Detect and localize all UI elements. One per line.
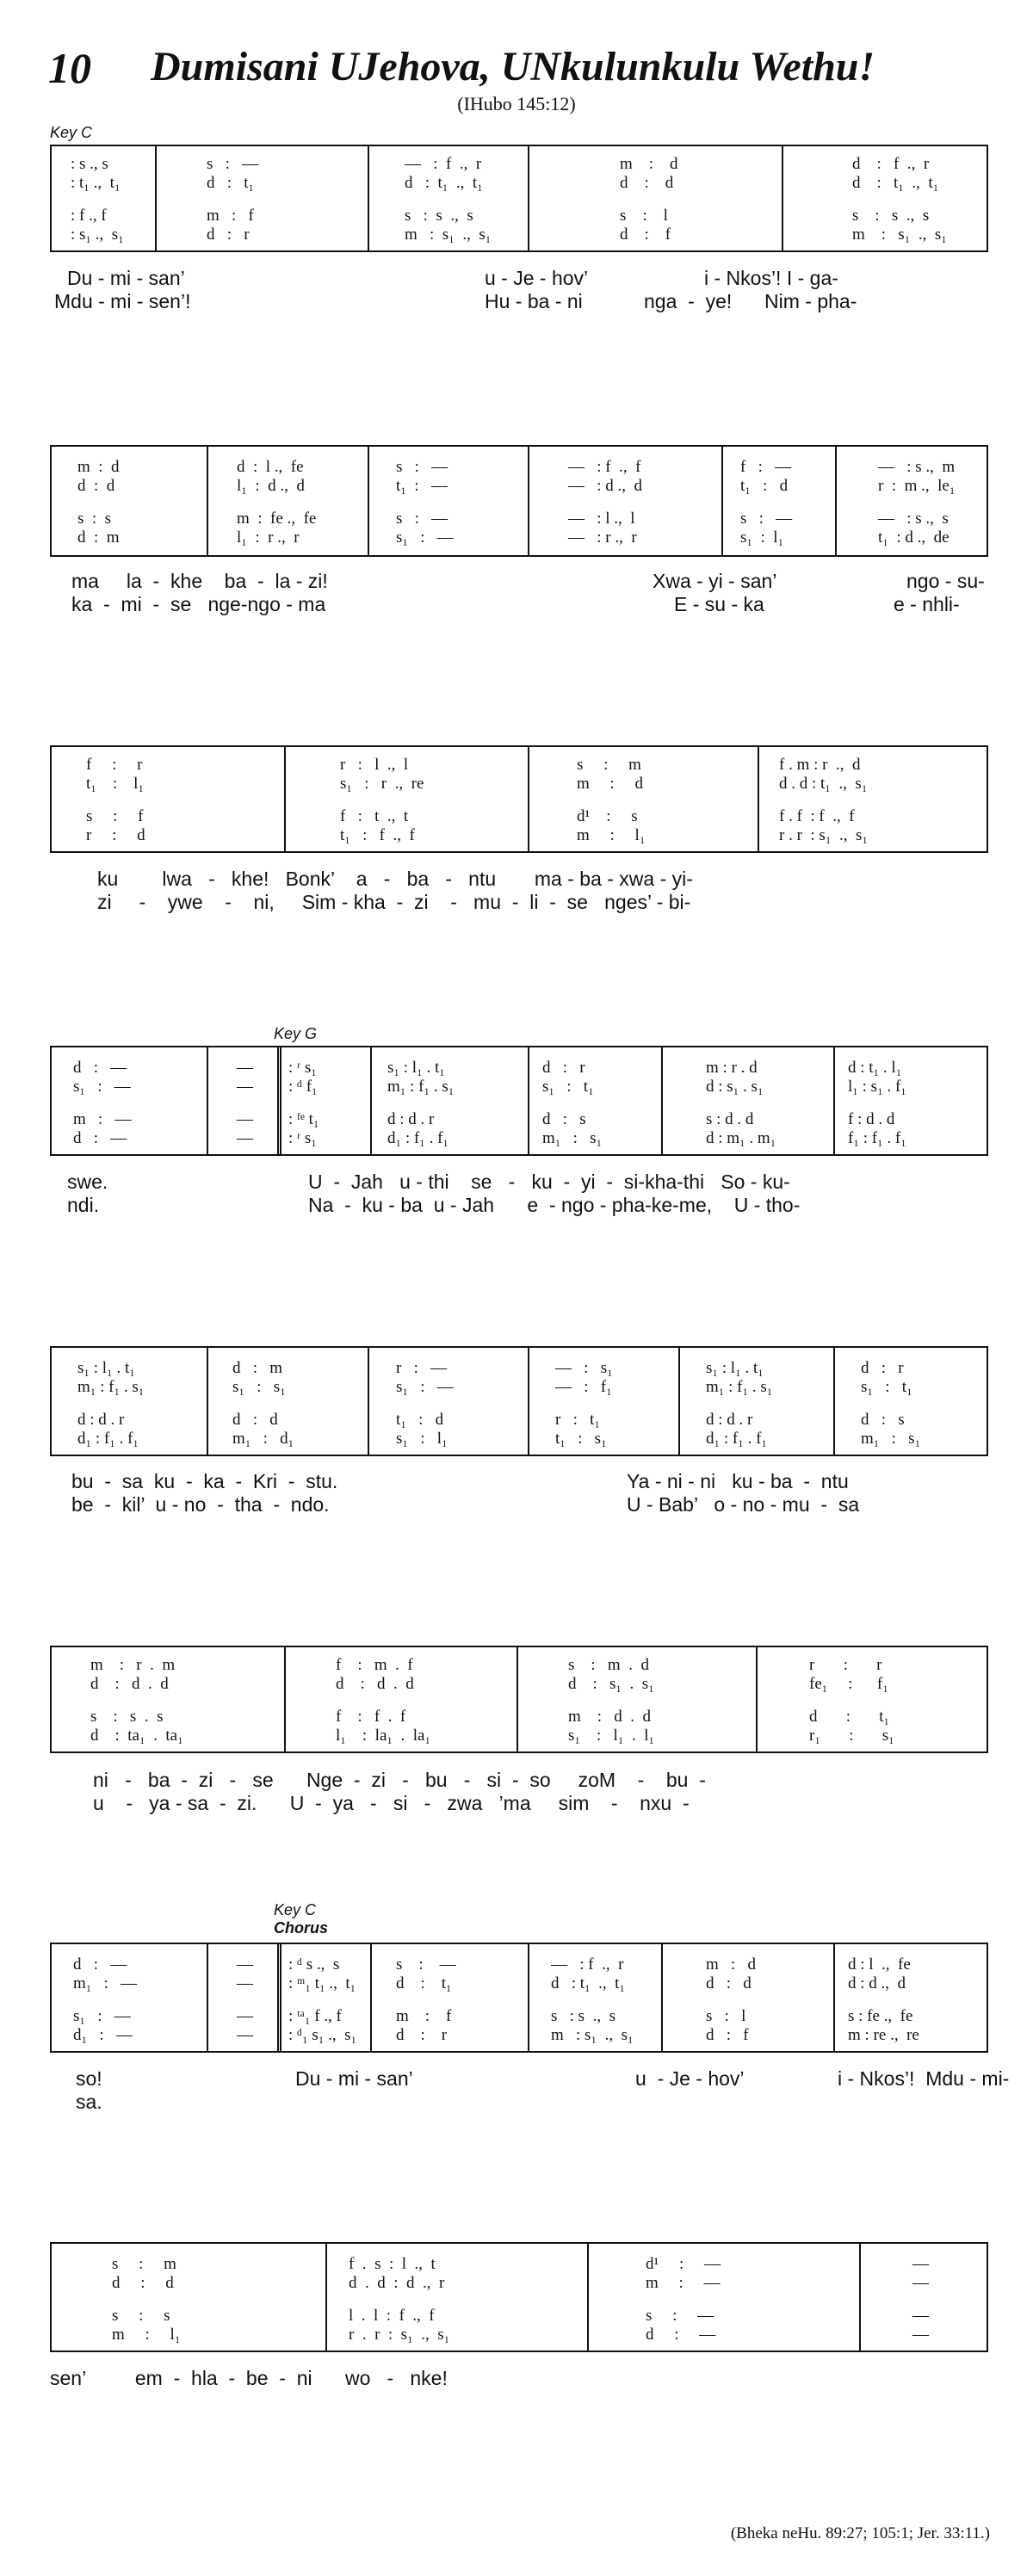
solfa-notes: — xyxy=(237,1110,253,1128)
solfa-notes: — : f₁ xyxy=(555,1378,612,1396)
solfa-notes: fe₁ : f₁ xyxy=(809,1675,888,1693)
music-system xyxy=(50,1346,988,1456)
solfa-notes: — : d ., d xyxy=(568,477,643,495)
solfa-notes: s₁ : l₁ xyxy=(396,1430,448,1448)
solfa-notes: — xyxy=(912,2326,929,2344)
solfa-notes: m₁ : — xyxy=(73,1974,138,1992)
music-system xyxy=(50,1646,988,1753)
lyric-text: ni - ba - zi - se Nge - zi - bu - si - so zoM - bu - xyxy=(93,1769,706,1791)
solfa-notes: r : t₁ xyxy=(555,1411,601,1429)
lyric-text: U - Bab’ o - no - mu - sa xyxy=(627,1493,860,1516)
solfa-notes: s : — xyxy=(396,510,448,528)
barline xyxy=(207,1944,208,2051)
barline xyxy=(370,1047,372,1154)
solfa-notes: s₁ : t₁ xyxy=(861,1378,912,1396)
barline xyxy=(587,2244,589,2351)
solfa-notes: m : d xyxy=(577,775,644,793)
solfa-notes: m : s₁ ., s₁ xyxy=(405,225,492,244)
solfa-notes: r : l ., l xyxy=(340,756,409,774)
lyric-text: E - su - ka xyxy=(674,593,764,615)
barline xyxy=(859,2244,861,2351)
lyric-text: Ya - ni - ni ku - ba - ntu xyxy=(627,1470,849,1492)
solfa-notes: s₁ : l₁ . t₁ xyxy=(706,1359,764,1377)
solfa-notes: d : t₁ xyxy=(396,1974,452,1992)
barline xyxy=(782,146,783,250)
solfa-notes: — : l ., l xyxy=(568,510,635,528)
music-system xyxy=(50,2242,988,2352)
solfa-notes: — xyxy=(237,1129,253,1147)
solfa-notes: s : f xyxy=(86,807,144,825)
lyric-text: nga - ye! xyxy=(644,290,733,312)
solfa-notes: : ᵈ₁ s₁ ., s₁ xyxy=(288,2026,357,2044)
barline xyxy=(207,447,208,555)
solfa-notes: d : d . r xyxy=(706,1411,753,1429)
solfa-notes: r . r : s₁ ., s₁ xyxy=(779,826,868,844)
solfa-notes: s : l xyxy=(706,2007,746,2025)
solfa-notes: s : s xyxy=(77,510,112,528)
solfa-notes: : ᵈ s ., s xyxy=(288,1955,340,1974)
lyric-text: ndi. xyxy=(67,1194,100,1216)
solfa-notes: t₁ : d ., de xyxy=(878,528,949,547)
solfa-notes: d . d : t₁ ., s₁ xyxy=(779,775,868,793)
solfa-notes: d : s xyxy=(861,1411,905,1429)
barline xyxy=(368,146,369,250)
solfa-notes: d : d xyxy=(232,1411,278,1429)
lyric-text: u - Je - hov’ xyxy=(635,2067,745,2090)
solfa-notes: t₁ : s₁ xyxy=(555,1430,607,1448)
solfa-notes: m₁ : s₁ xyxy=(861,1430,921,1448)
lyric-text: U - Jah u - thi se - ku - yi - si-kha-thi So - ku- xyxy=(308,1171,790,1193)
solfa-notes: d : d . r xyxy=(77,1411,125,1429)
solfa-notes: d : d . d xyxy=(336,1675,414,1693)
solfa-notes: : ᵐ₁ t₁ ., t₁ xyxy=(288,1974,356,1992)
barline xyxy=(207,1047,208,1154)
barline xyxy=(368,447,369,555)
barline xyxy=(661,1944,663,2051)
solfa-notes: — xyxy=(237,1955,253,1974)
solfa-notes: d : m₁ . m₁ xyxy=(706,1129,776,1147)
solfa-notes: s₁ : l₁ xyxy=(740,528,784,547)
music-system xyxy=(50,745,988,853)
solfa-notes: d : d . d xyxy=(90,1675,169,1693)
lyric-text: sa. xyxy=(76,2091,102,2113)
solfa-notes: d . d : d ., r xyxy=(349,2274,445,2292)
solfa-notes: m : s₁ ., s₁ xyxy=(551,2026,634,2044)
solfa-notes: f : d . d xyxy=(848,1110,895,1128)
solfa-notes: s : — xyxy=(740,510,793,528)
barline xyxy=(368,1348,369,1455)
solfa-notes: d : d xyxy=(620,174,674,192)
solfa-notes: d : r xyxy=(396,2026,448,2044)
solfa-notes: d₁ : — xyxy=(73,2026,133,2044)
barline xyxy=(528,447,529,555)
solfa-notes: f : — xyxy=(740,458,792,476)
solfa-notes: : ᵈ f₁ xyxy=(288,1078,318,1096)
solfa-notes: d : r xyxy=(861,1359,904,1377)
solfa-notes: m : f xyxy=(207,207,254,225)
solfa-notes: d₁ : f₁ . f₁ xyxy=(387,1129,449,1147)
barline xyxy=(833,1348,835,1455)
solfa-notes: d : m xyxy=(232,1359,283,1377)
solfa-notes: m : — xyxy=(73,1110,132,1128)
solfa-notes: m : l₁ xyxy=(112,2326,181,2344)
solfa-notes: m : r . m xyxy=(90,1656,176,1674)
key-signature: Key C Chorus xyxy=(274,1901,328,1937)
double-barline xyxy=(277,1047,281,1154)
solfa-notes: d : s₁ . s₁ xyxy=(706,1078,764,1096)
solfa-notes: d : m xyxy=(77,528,120,547)
lyric-text: Mdu - mi - sen’! xyxy=(54,290,191,312)
song-title: Dumisani UJehova, UNkulunkulu Wethu! xyxy=(151,44,875,90)
solfa-notes: m₁ : s₁ xyxy=(542,1129,603,1147)
solfa-notes: d : — xyxy=(73,1955,127,1974)
solfa-notes: s : s ., s xyxy=(852,207,930,225)
solfa-notes: — : f ., r xyxy=(551,1955,624,1974)
solfa-notes: d : — xyxy=(646,2326,716,2344)
solfa-notes: d : t₁ . l₁ xyxy=(848,1059,902,1077)
solfa-notes: s : l xyxy=(620,207,668,225)
solfa-notes: : ᶠᵉ t₁ xyxy=(288,1110,319,1128)
barline xyxy=(284,747,286,851)
lyric-text: e - nhli- xyxy=(894,593,960,615)
key-signature: Key C xyxy=(50,124,93,141)
solfa-notes: : ᵗᵃ₁ f ., f xyxy=(288,2007,342,2025)
solfa-notes: s : m xyxy=(112,2255,176,2273)
solfa-notes: m : d xyxy=(620,155,678,173)
solfa-notes: m₁ : f₁ . s₁ xyxy=(706,1378,773,1396)
solfa-notes: t₁ : d xyxy=(740,477,789,495)
solfa-notes: m : l₁ xyxy=(577,826,646,844)
solfa-notes: — : f ., f xyxy=(568,458,641,476)
lyric-text: bu - sa ku - ka - Kri - stu. xyxy=(71,1470,338,1492)
solfa-notes: d : t₁ xyxy=(809,1708,890,1726)
solfa-notes: m : fe ., fe xyxy=(237,510,317,528)
barline xyxy=(528,747,529,851)
solfa-notes: — xyxy=(237,1078,253,1096)
solfa-notes: — xyxy=(237,1974,253,1992)
solfa-notes: r : r xyxy=(809,1656,882,1674)
scripture-reference: (IHubo 145:12) xyxy=(457,93,576,114)
solfa-notes: d : r xyxy=(542,1059,585,1077)
solfa-notes: r : d xyxy=(86,826,145,844)
solfa-notes: — : r ., r xyxy=(568,528,637,547)
barline xyxy=(528,1944,529,2051)
solfa-notes: d₁ : f₁ . f₁ xyxy=(77,1430,139,1448)
solfa-notes: — : s ., s xyxy=(878,510,949,528)
solfa-notes: : t₁ ., t₁ xyxy=(71,174,121,192)
solfa-notes: s : d . d xyxy=(706,1110,754,1128)
solfa-notes: m : d xyxy=(706,1955,757,1974)
solfa-notes: s : m xyxy=(577,756,641,774)
solfa-notes: — xyxy=(237,2026,253,2044)
solfa-notes: s : s ., s xyxy=(405,207,473,225)
solfa-notes: f . s : l ., t xyxy=(349,2255,436,2273)
solfa-notes: s₁ : — xyxy=(396,1378,454,1396)
lyric-text: so! xyxy=(76,2067,102,2090)
lyric-text: i - Nkos’! I - ga- xyxy=(704,267,838,289)
solfa-notes: r₁ : s₁ xyxy=(809,1727,894,1745)
solfa-notes: s : s . s xyxy=(90,1708,164,1726)
lyric-text: zi - ywe - ni, Sim - kha - zi - mu - li - se nges’ - bi- xyxy=(97,891,691,913)
solfa-notes: — xyxy=(912,2255,929,2273)
barline xyxy=(155,146,157,250)
solfa-notes: t₁ : l₁ xyxy=(86,775,145,793)
barline xyxy=(678,1348,680,1455)
barline xyxy=(661,1047,663,1154)
solfa-notes: : s₁ ., s₁ xyxy=(71,225,124,244)
solfa-notes: r . r : s₁ ., s₁ xyxy=(349,2326,450,2344)
solfa-notes: — xyxy=(912,2307,929,2325)
barline xyxy=(721,447,723,555)
solfa-notes: f . f : f ., f xyxy=(779,807,855,825)
barline xyxy=(756,1647,758,1751)
solfa-notes: m : r . d xyxy=(706,1059,758,1077)
solfa-notes: s₁ : — xyxy=(73,1078,131,1096)
solfa-notes: s₁ : — xyxy=(73,2007,131,2025)
solfa-notes: d : t₁ ., t₁ xyxy=(551,1974,626,1992)
barline xyxy=(833,1944,835,2051)
footnote-references: (Bheka neHu. 89:27; 105:1; Jer. 33:11.) xyxy=(730,2524,990,2542)
solfa-notes: : ʳ s₁ xyxy=(288,1129,317,1147)
solfa-notes: d : s₁ . s₁ xyxy=(568,1675,654,1693)
solfa-notes: s : fe ., fe xyxy=(848,2007,913,2025)
solfa-notes: d : l ., fe xyxy=(237,458,304,476)
music-system xyxy=(50,1943,988,2053)
solfa-notes: d : f xyxy=(706,2026,749,2044)
solfa-notes: d¹ : — xyxy=(646,2255,721,2273)
lyric-text: Nim - pha- xyxy=(764,290,857,312)
music-system xyxy=(50,445,988,557)
solfa-notes: r : — xyxy=(396,1359,448,1377)
barline xyxy=(528,146,529,250)
solfa-notes: — xyxy=(912,2274,929,2292)
solfa-notes: d : d xyxy=(706,1974,752,1992)
solfa-notes: s : — xyxy=(396,1955,456,1974)
barline xyxy=(516,1647,518,1751)
solfa-notes: — xyxy=(237,1059,253,1077)
barline xyxy=(528,1348,529,1455)
solfa-notes: m : — xyxy=(646,2274,721,2292)
solfa-notes: s₁ : l₁ . l₁ xyxy=(568,1727,655,1745)
lyric-text: u - ya - sa - zi. U - ya - si - zwa ’ma sim - nxu - xyxy=(93,1792,690,1814)
music-system xyxy=(50,1046,988,1156)
solfa-notes: s₁ : t₁ xyxy=(542,1078,594,1096)
solfa-notes: f : f . f xyxy=(336,1708,406,1726)
solfa-notes: l₁ : s₁ . f₁ xyxy=(848,1078,906,1096)
key-signature: Key G xyxy=(274,1025,318,1042)
solfa-notes: t₁ : — xyxy=(396,477,448,495)
solfa-notes: f : m . f xyxy=(336,1656,413,1674)
lyric-text: Du - mi - san’ xyxy=(67,267,185,289)
solfa-notes: m : d xyxy=(77,458,120,476)
solfa-notes: d : t₁ ., t₁ xyxy=(852,174,939,192)
solfa-notes: m : d . d xyxy=(568,1708,652,1726)
lyric-text: ma la - khe ba - la - zi! xyxy=(71,570,328,592)
solfa-notes: m : f xyxy=(396,2007,452,2025)
music-system xyxy=(50,145,988,252)
solfa-notes: d : t₁ ., t₁ xyxy=(405,174,483,192)
solfa-notes: m₁ : f₁ . s₁ xyxy=(77,1378,145,1396)
song-number: 10 xyxy=(48,44,91,92)
solfa-notes: : f ., f xyxy=(71,207,107,225)
solfa-notes: s₁ : r ., re xyxy=(340,775,424,793)
solfa-notes: d : f ., r xyxy=(852,155,930,173)
solfa-notes: s₁ : l₁ . t₁ xyxy=(77,1359,135,1377)
solfa-notes: s : s ., s xyxy=(551,2007,615,2025)
solfa-notes: s : m . d xyxy=(568,1656,649,1674)
solfa-notes: d : f xyxy=(620,225,671,244)
solfa-notes: l₁ : r ., r xyxy=(237,528,300,547)
solfa-notes: m : re ., re xyxy=(848,2026,919,2044)
section-label: Chorus xyxy=(274,1919,328,1937)
solfa-notes: : ʳ s₁ xyxy=(288,1059,317,1077)
lyric-text: ku lwa - khe! Bonk’ a - ba - ntu ma - ba - xwa - yi- xyxy=(97,868,693,890)
lyric-text: ka - mi - se nge-ngo - ma xyxy=(71,593,326,615)
barline xyxy=(370,1944,372,2051)
barline xyxy=(284,1647,286,1751)
solfa-notes: l . l : f ., f xyxy=(349,2307,435,2325)
solfa-notes: d : — xyxy=(73,1059,127,1077)
lyric-text: Hu - ba - ni xyxy=(485,290,583,312)
solfa-notes: m₁ : f₁ . s₁ xyxy=(387,1078,455,1096)
solfa-notes: s : — xyxy=(396,458,448,476)
solfa-notes: f : r xyxy=(86,756,143,774)
barline xyxy=(758,747,759,851)
solfa-notes: m : s₁ ., s₁ xyxy=(852,225,947,244)
solfa-notes: t₁ : f ., f xyxy=(340,826,415,844)
lyric-text: ngo - su- xyxy=(906,570,985,592)
lyric-text: sen’ em - hla - be - ni wo - nke! xyxy=(50,2367,448,2389)
solfa-notes: d : d ., d xyxy=(848,1974,906,1992)
lyric-text: u - Je - hov’ xyxy=(485,267,589,289)
lyric-text: Du - mi - san’ xyxy=(295,2067,413,2090)
solfa-notes: s : s xyxy=(112,2307,170,2325)
lyric-text: Xwa - yi - san’ xyxy=(653,570,777,592)
solfa-notes: t₁ : d xyxy=(396,1411,444,1429)
solfa-notes: d : t₁ xyxy=(207,174,255,192)
solfa-notes: — : f ., r xyxy=(405,155,482,173)
solfa-notes: l₁ : d ., d xyxy=(237,477,305,495)
barline xyxy=(207,1348,208,1455)
solfa-notes: d₁ : f₁ . f₁ xyxy=(706,1430,768,1448)
lyric-text: be - kil’ u - no - tha - ndo. xyxy=(71,1493,330,1516)
solfa-notes: s₁ : l₁ . t₁ xyxy=(387,1059,445,1077)
lyric-text: i - Nkos’! Mdu - mi- xyxy=(838,2067,1010,2090)
solfa-notes: d : r xyxy=(207,225,250,244)
solfa-notes: r : m ., le₁ xyxy=(878,477,956,495)
solfa-notes: f : t ., t xyxy=(340,807,409,825)
barline xyxy=(325,2244,327,2351)
solfa-notes: d : d xyxy=(112,2274,174,2292)
barline xyxy=(528,1047,529,1154)
solfa-notes: f₁ : f₁ . f₁ xyxy=(848,1129,906,1147)
solfa-notes: s : — xyxy=(646,2307,714,2325)
solfa-notes: s : — xyxy=(207,155,259,173)
solfa-notes: — xyxy=(237,2007,253,2025)
lyric-text: Na - ku - ba u - Jah e - ngo - pha-ke-me, U - tho- xyxy=(308,1194,801,1216)
solfa-notes: d : d xyxy=(77,477,115,495)
solfa-notes: d : d . r xyxy=(387,1110,435,1128)
solfa-notes: d¹ : s xyxy=(577,807,638,825)
solfa-notes: d : — xyxy=(73,1129,127,1147)
solfa-notes: d : s xyxy=(542,1110,586,1128)
solfa-notes: f . m : r ., d xyxy=(779,756,861,774)
barline xyxy=(833,1047,835,1154)
solfa-notes: l₁ : la₁ . la₁ xyxy=(336,1727,431,1745)
solfa-notes: s₁ : — xyxy=(396,528,454,547)
lyric-text: swe. xyxy=(67,1171,108,1193)
solfa-notes: — : s ., m xyxy=(878,458,956,476)
solfa-notes: s₁ : s₁ xyxy=(232,1378,286,1396)
solfa-notes: : s ., s xyxy=(71,155,108,173)
barline xyxy=(835,447,837,555)
solfa-notes: — : s₁ xyxy=(555,1359,613,1377)
double-barline xyxy=(277,1944,281,2051)
solfa-notes: m₁ : d₁ xyxy=(232,1430,294,1448)
solfa-notes: d : l ., fe xyxy=(848,1955,911,1974)
solfa-notes: d : ta₁ . ta₁ xyxy=(90,1727,183,1745)
